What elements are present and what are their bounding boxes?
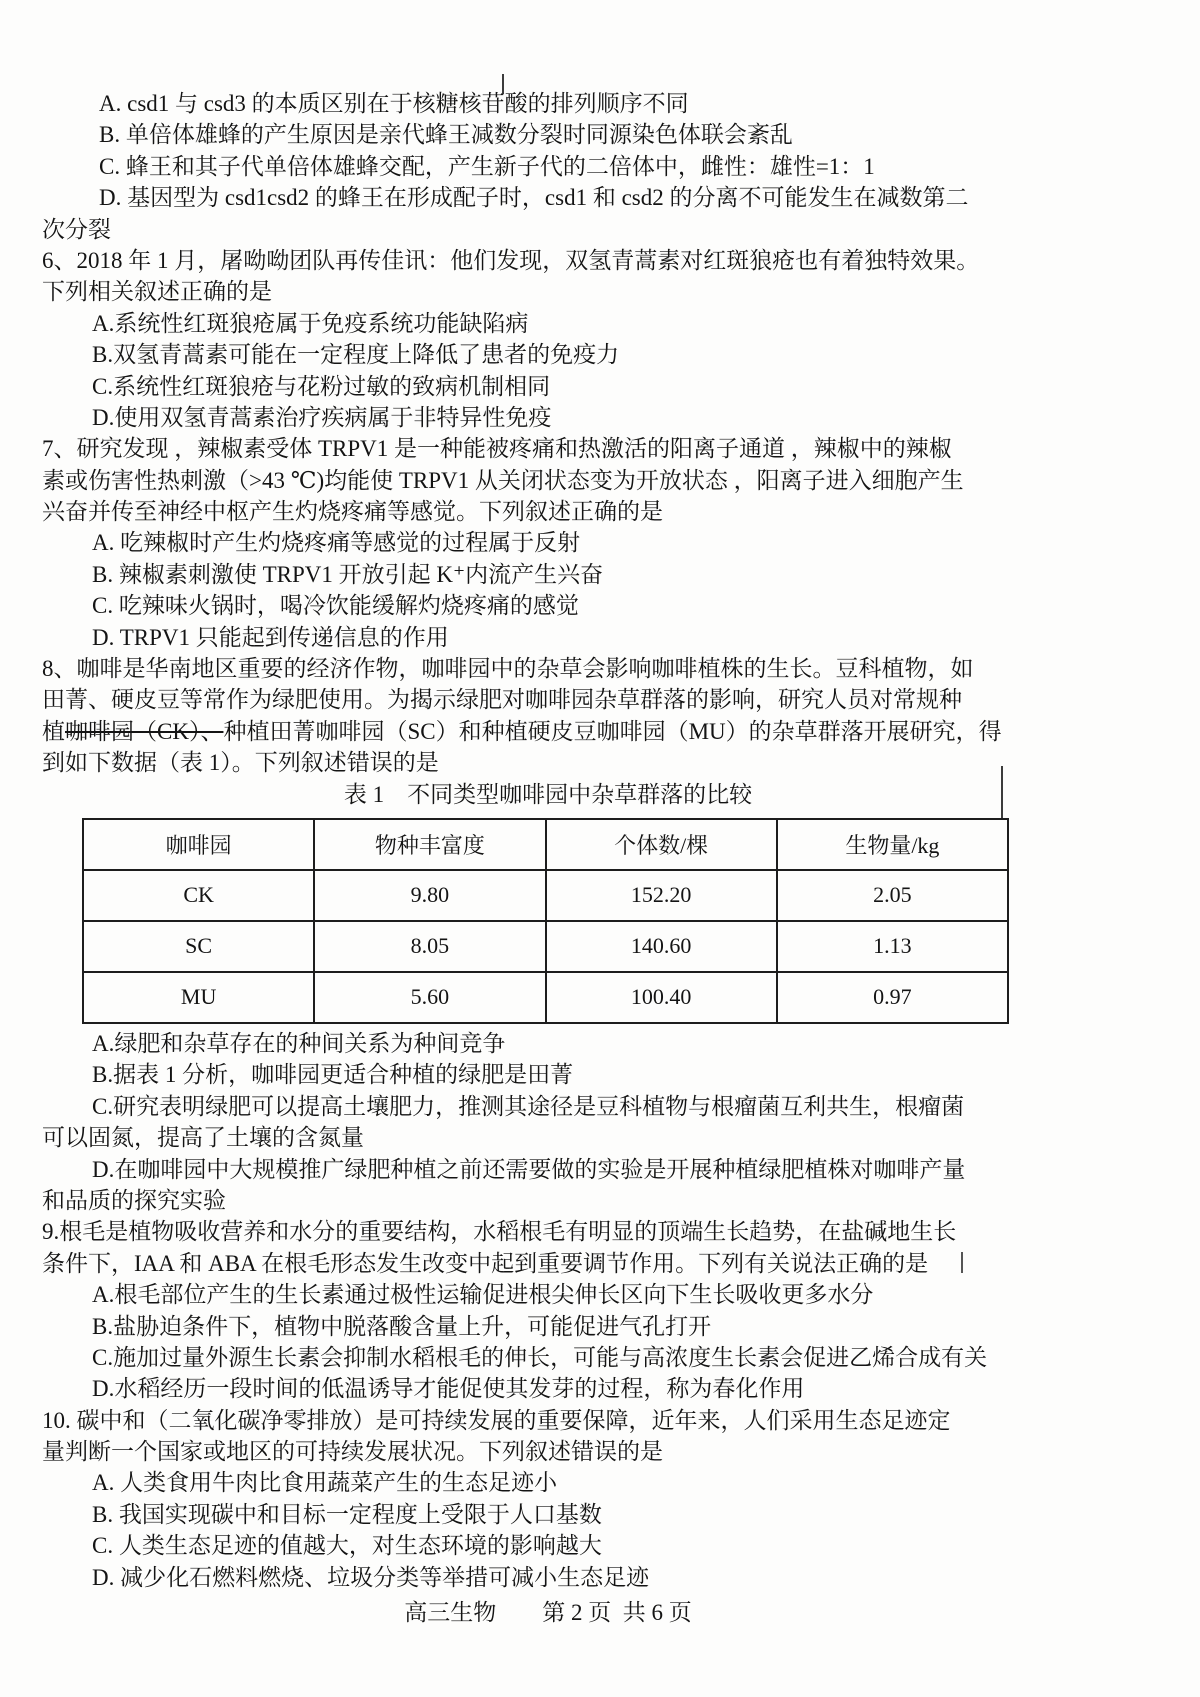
table-1-row-mu: [83, 972, 1008, 1023]
table-cell: 9.80: [314, 870, 545, 921]
q10-option-d: D. 减少化石燃料燃烧、垃圾分类等举措可减小生态足迹: [92, 1564, 650, 1590]
table-cell: MU: [83, 972, 314, 1023]
table-1: [82, 818, 1009, 1024]
q7-option-b: B. 辣椒素刺激使 TRPV1 开放引起 K⁺内流产生兴奋: [92, 561, 604, 587]
q10-option-c: C. 人类生态足迹的值越大，对生态环境的影响越大: [92, 1533, 602, 1559]
q5-option-d-continuation: 次分裂: [42, 216, 111, 242]
q8-option-c: C.研究表明绿肥可以提高土壤肥力，推测其途径是豆科植物与根瘤菌互利共生，根瘤菌: [92, 1093, 965, 1119]
q9-stem-line-2: 条件下，IAA 和 ABA 在根毛形态发生改变中起到重要调节作用。下列有关说法正确的是: [42, 1250, 929, 1276]
q8-option-a: A.绿肥和杂草存在的种间关系为种间竞争: [92, 1030, 506, 1056]
q9-stem-line-1: 9.根毛是植物吸收营养和水分的重要结构，水稻根毛有明显的顶端生长趋势，在盐碱地生长: [42, 1219, 957, 1245]
q5-option-b: B. 单倍体雄蜂的产生原因是亲代蜂王减数分裂时同源染色体联会紊乱: [99, 122, 793, 148]
q10-stem-line-1: 10. 碳中和（二氧化碳净零排放）是可持续发展的重要保障，近年来，人们采用生态足迹定: [42, 1407, 951, 1433]
table-cell: 1.13: [777, 921, 1008, 972]
q9-option-c: C.施加过量外源生长素会抑制水稻根毛的伸长，可能与高浓度生长素会促进乙烯合成有关: [92, 1344, 988, 1370]
q5-option-d: D. 基因型为 csd1csd2 的蜂王在形成配子时，csd1 和 csd2 的分离不可能发生在减数第二: [99, 185, 969, 211]
q6-option-a: A.系统性红斑狼疮属于免疫系统功能缺陷病: [92, 310, 529, 336]
q5-option-a: A. csd1 与 csd3 的本质区别在于核糖核苷酸的排列顺序不同: [99, 91, 689, 116]
table-1-row-sc: [83, 921, 1008, 972]
table-cell: SC: [83, 921, 314, 972]
q8-stem-3-pre: 植: [42, 718, 65, 744]
q9-option-a: A.根毛部位产生的生长素通过极性运输促进根尖伸长区向下生长吸收更多水分: [92, 1282, 874, 1308]
table-cell: 5.60: [314, 972, 545, 1023]
table-1-header-row: [83, 819, 1008, 870]
q7-option-a: A. 吃辣椒时产生灼烧疼痛等感觉的过程属于反射: [92, 530, 581, 556]
table-1-caption: 表 1 不同类型咖啡园中杂草群落的比较: [343, 781, 753, 807]
table-cell: 0.97: [777, 972, 1008, 1023]
table-cell: 8.05: [314, 921, 545, 972]
q6-option-d: D.使用双氢青蒿素治疗疾病属于非特异性免疫: [92, 404, 552, 430]
table-cell: 100.40: [546, 972, 777, 1023]
footer-page-number: 第 2 页 共 6 页: [542, 1600, 692, 1626]
q7-stem-line-1: 7、研究发现 ，辣椒素受体 TRPV1 是一种能被疼痛和热激活的阳离子通道 ，辣椒中的辣椒: [42, 436, 952, 462]
q7-stem-line-2: 素或伤害性热刺激（>43 ℃)均能使 TRPV1 从关闭状态变为开放状态 ，阳离子进入细胞产生: [42, 467, 964, 493]
table-1-header-individuals: 个体数/棵: [546, 819, 777, 870]
q7-stem-line-3: 兴奋并传至神经中枢产生灼烧疼痛等感觉。下列叙述正确的是: [42, 499, 663, 525]
table-1-row-ck: [83, 870, 1008, 921]
q10-stem-line-2: 量判断一个国家或地区的可持续发展状况。下列叙述错误的是: [42, 1439, 663, 1465]
q9-option-b: B.盐胁迫条件下，植物中脱落酸含量上升，可能促进气孔打开: [92, 1313, 712, 1339]
q10-option-b: B. 我国实现碳中和目标一定程度上受限于人口基数: [92, 1501, 602, 1527]
q7-option-c: C. 吃辣味火锅时，喝冷饮能缓解灼烧疼痛的感觉: [92, 593, 579, 619]
q6-option-c: C.系统性红斑狼疮与花粉过敏的致病机制相同: [92, 373, 551, 399]
q9-option-d: D.水稻经历一段时间的低温诱导才能促使其发芽的过程，称为春化作用: [92, 1376, 805, 1402]
q5-option-c: C. 蜂王和其子代单倍体雄蜂交配，产生新子代的二倍体中，雌性：雄性=1：1: [99, 153, 875, 179]
table-1-header-biomass: 生物量/kg: [777, 819, 1008, 870]
q8-stem-line-4: 到如下数据（表 1）。下列叙述错误的是: [42, 750, 439, 776]
table-cell: 140.60: [546, 921, 777, 972]
q8-stem-line-1: 8、咖啡是华南地区重要的经济作物，咖啡园中的杂草会影响咖啡植株的生长。豆科植物，如: [42, 656, 974, 682]
table-cell: CK: [83, 870, 314, 921]
q8-stem-3-post: 种植田菁咖啡园（SC）和种植硬皮豆咖啡园（MU）的杂草群落开展研究，得: [223, 718, 1002, 744]
q6-stem-line-1: 6、2018 年 1 月，屠呦呦团队再传佳讯：他们发现，双氢青蒿素对红斑狼疮也有着独特效果。: [42, 247, 980, 273]
q8-stem-3-struck-text: 咖啡园（CK）、: [65, 718, 224, 744]
q8-option-b: B.据表 1 分析，咖啡园更适合种植的绿肥是田菁: [92, 1062, 574, 1088]
q8-option-c-continuation: 可以固氮，提高了土壤的含氮量: [42, 1125, 364, 1151]
q8-stem-line-3: [42, 716, 1054, 747]
exam-content: [42, 88, 1054, 1628]
q8-option-d: D.在咖啡园中大规模推广绿肥种植之前还需要做的实验是开展种植绿肥植株对咖啡产量: [92, 1156, 966, 1182]
table-cell: 2.05: [777, 870, 1008, 921]
q8-option-d-continuation: 和品质的探究实验: [42, 1187, 226, 1213]
table-1-header-garden: 咖啡园: [83, 819, 314, 870]
q7-option-d: D. TRPV1 只能起到传递信息的作用: [92, 624, 449, 650]
footer-course-label: 高三生物: [404, 1600, 497, 1626]
q8-stem-line-2: 田菁、硬皮豆等常作为绿肥使用。为揭示绿肥对咖啡园杂草群落的影响，研究人员对常规种: [42, 687, 962, 713]
table-cell: 152.20: [546, 870, 777, 921]
q10-option-a: A. 人类食用牛肉比食用蔬菜产生的生态足迹小: [92, 1470, 558, 1496]
q6-stem-line-2: 下列相关叙述正确的是: [42, 279, 272, 305]
q6-option-b: B.双氢青蒿素可能在一定程度上降低了患者的免疫力: [92, 342, 620, 368]
page-footer: [42, 1597, 1054, 1628]
table-1-header-richness: 物种丰富度: [314, 819, 545, 870]
